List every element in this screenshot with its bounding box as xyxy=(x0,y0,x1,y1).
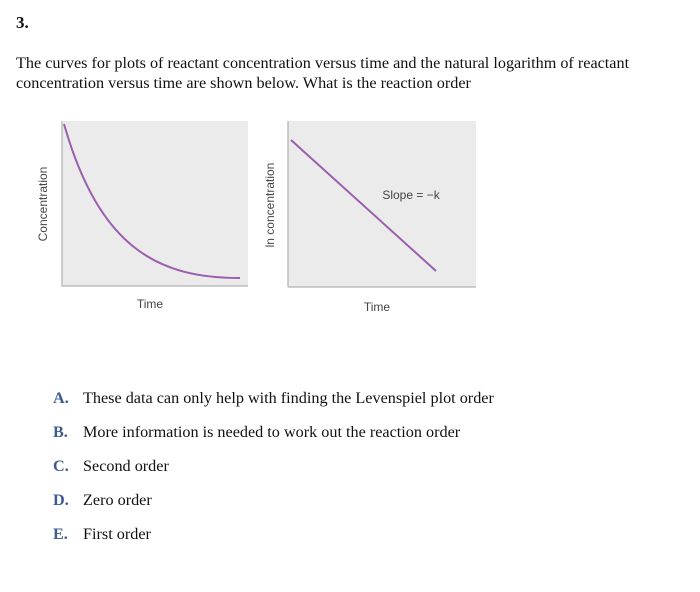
option-c[interactable] xyxy=(53,456,169,476)
option-text: Second order xyxy=(83,457,169,475)
concentration-vs-time-plot xyxy=(36,121,248,311)
slope-annotation: Slope = −k xyxy=(382,188,440,202)
option-letter: C. xyxy=(53,457,69,475)
option-d[interactable] xyxy=(53,490,152,510)
right-plot-area xyxy=(288,121,476,287)
question-stem: The curves for plots of reactant concentration versus time and the natural logarithm of reactant concentration versus time are shown below. What is the reaction order xyxy=(16,54,630,92)
option-text: First order xyxy=(83,525,151,543)
left-y-axis-label: Concentration xyxy=(36,166,50,242)
option-b[interactable] xyxy=(53,422,460,442)
ln-concentration-vs-time-plot xyxy=(263,121,476,314)
right-x-axis-label: Time xyxy=(363,300,391,314)
option-e[interactable] xyxy=(53,524,151,544)
option-letter: A. xyxy=(53,389,69,407)
option-letter: E. xyxy=(53,525,68,543)
option-text: Zero order xyxy=(83,491,152,509)
option-a[interactable] xyxy=(53,388,494,408)
question-number: 3. xyxy=(16,13,29,32)
option-text: These data can only help with finding the Levenspiel plot order xyxy=(83,389,494,407)
option-letter: B. xyxy=(53,423,68,441)
left-x-axis-label: Time xyxy=(136,297,164,311)
option-text: More information is needed to work out the reaction order xyxy=(83,423,461,441)
option-letter: D. xyxy=(53,491,69,509)
right-y-axis-label: ln concentration xyxy=(263,162,277,248)
